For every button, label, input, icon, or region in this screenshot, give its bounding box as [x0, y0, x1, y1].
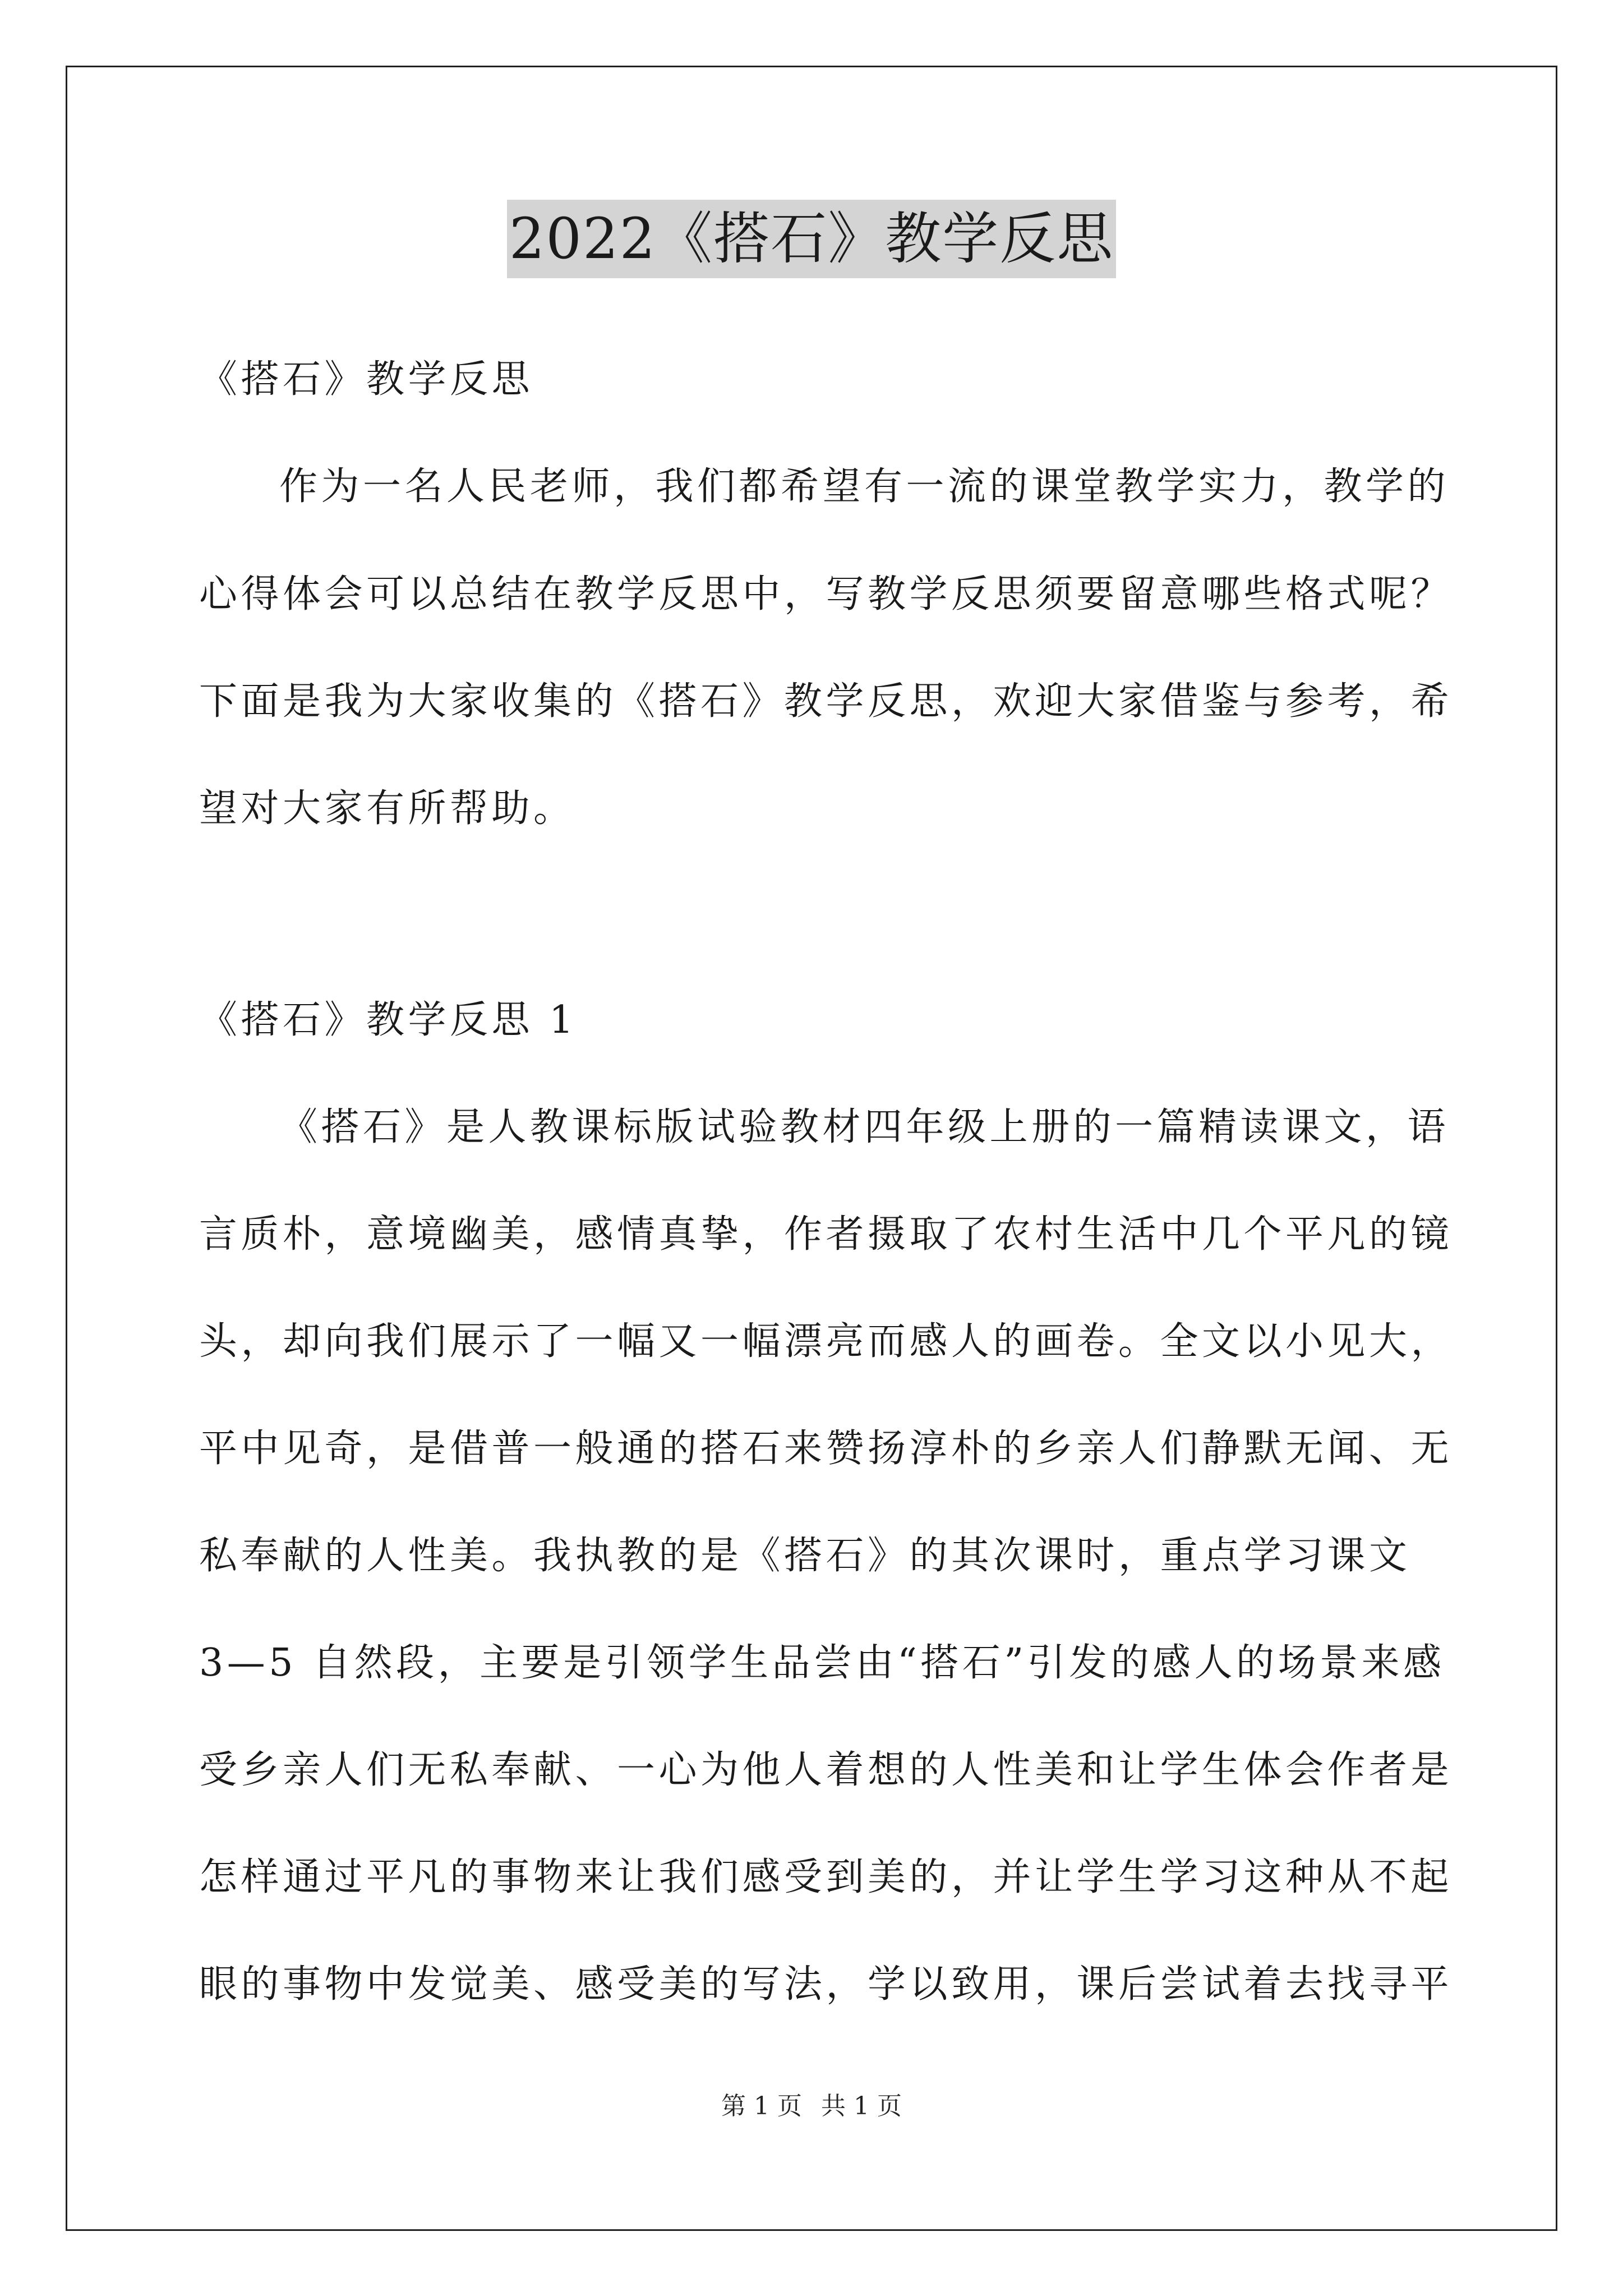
paragraph-line: 心得体会可以总结在教学反思中，写教学反思须要留意哪些格式呢？: [199, 572, 1453, 616]
page-total: 共 1 页: [821, 2092, 902, 2120]
paragraph-line: 怎样通过平凡的事物来让我们感受到美的，并让学生学习这种从不起: [199, 1855, 1453, 1899]
intro-heading: 《搭石》教学反思: [199, 357, 534, 402]
paragraph-line: 3—5 自然段，主要是引领学生品尝由“搭石”引发的感人的场景来感: [199, 1641, 1445, 1685]
paragraph-line: 眼的事物中发觉美、感受美的写法，学以致用，课后尝试着去找寻平: [199, 1962, 1453, 2007]
paragraph-line: 下面是我为大家收集的《搭石》教学反思，欢迎大家借鉴与参考，希: [199, 679, 1453, 724]
page-number: 第 1 页: [721, 2092, 802, 2120]
paragraph-line: 言质朴，意境幽美，感情真挚，作者摄取了农村生活中几个平凡的镜: [199, 1212, 1453, 1257]
document-title-block: [0, 200, 1623, 278]
paragraph-line: 受乡亲人们无私奉献、一心为他人着想的人性美和让学生体会作者是: [199, 1748, 1453, 1792]
paragraph-line: 作为一名人民老师，我们都希望有一流的课堂教学实力，教学的: [279, 464, 1450, 509]
document-title: 2022《搭石》教学反思: [507, 200, 1117, 278]
paragraph-line: 平中见奇，是借普一般通的搭石来赞扬淳朴的乡亲人们静默无闻、无: [199, 1427, 1453, 1471]
paragraph-line: 头，却向我们展示了一幅又一幅漂亮而感人的画卷。全文以小见大，: [199, 1319, 1453, 1364]
section-heading: 《搭石》教学反思 1: [199, 998, 577, 1042]
paragraph-line: 私奉献的人性美。我执教的是《搭石》的其次课时，重点学习课文: [199, 1534, 1411, 1578]
paragraph-line: 《搭石》是人教课标版试验教材四年级上册的一篇精读课文，语: [279, 1105, 1450, 1149]
page-footer: [0, 2090, 1623, 2123]
paragraph-line: 望对大家有所帮助。: [199, 786, 575, 831]
